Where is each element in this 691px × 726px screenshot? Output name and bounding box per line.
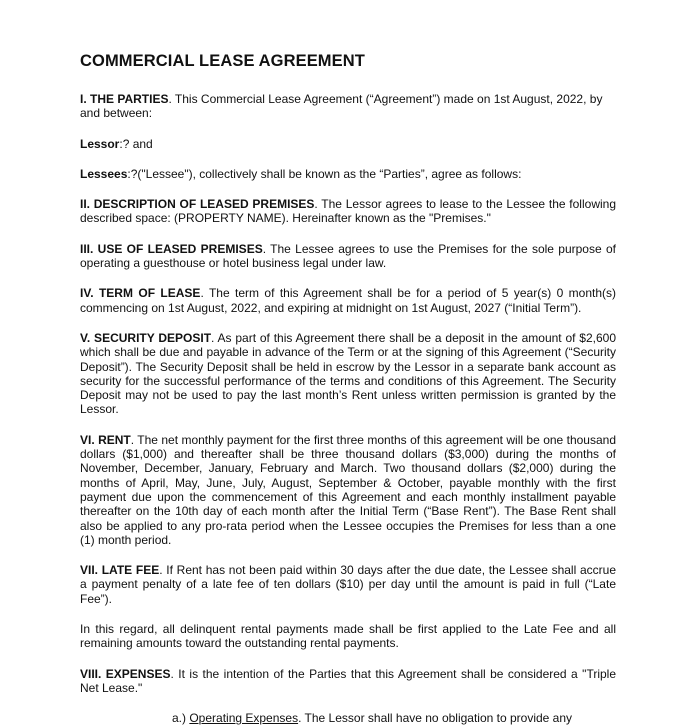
section-parties: [80, 92, 616, 121]
section-body: . The Lessee agrees to use the Premises for the sole purpose of operating a guesthouse or hotel business legal under law.: [80, 241, 616, 271]
section-body: . The term of this Agreement shall be for a period of 5 year(s) 0 month(s) commencing on 1st August, 2022, and expiring at midnight on 1st August, 2027 (“Initial Term”).: [80, 286, 616, 315]
section-late-fee: [80, 563, 616, 606]
late-fee-note: [80, 622, 616, 651]
list-marker: a.): [172, 711, 190, 726]
lessees-label: Lessees: [80, 166, 128, 181]
section-body: . As part of this Agreement there shall be a deposit in the amount of $2,600 which shall be due and payable in advance of the Term or at the signing of this Agreement (“Security Deposit”). The Security Deposit shall be held in escrow by the Lessor in a separate bank account as security for the successful performance of the terms and conditions of this Agreement. The Security Deposit may not be used to pay the last month’s Rent unless written permission is granted by the Lessor.: [80, 330, 616, 417]
section-body: . The net monthly payment for the first three months of this agreement will be one thousand dollars ($1,000) and thereafter shall be three thousand dollars ($3,000) during the months of November, December, January, February and March. Two thousand dollars ($2,000) during the months of April, May, June, July, August, September & October, payable monthly with the first payment due upon the commencement of this Agreement and each monthly installment payable thereafter on the 10th day of each month after the Initial Term (“Base Rent”). The Base Rent shall also be applied to any pro-rata period when the Lessee occupies the Premises for less than a one (1) month period.: [80, 432, 616, 547]
section-heading: I. THE PARTIES: [80, 92, 169, 106]
section-rent: [80, 433, 616, 547]
document-page: [80, 50, 616, 726]
lessor-value: :? and: [119, 136, 153, 151]
operating-expenses-clause: [172, 711, 616, 725]
section-heading: V. SECURITY DEPOSIT: [80, 330, 212, 345]
section-heading: VIII. EXPENSES: [80, 666, 171, 681]
section-heading: IV. TERM OF LEASE: [80, 286, 201, 301]
lessees-value: :?("Lessee"), collectively shall be known as the “Parties”, agree as follows:: [127, 166, 522, 181]
section-description: [80, 197, 616, 226]
clause-label: Operating Expenses: [189, 711, 299, 726]
section-body: . The Lessor agrees to lease to the Lessee the following described space: (PROPERTY NAME). Hereinafter known as the "Premises.": [80, 197, 616, 226]
section-body: . If Rent has not been paid within 30 days after the due date, the Lessee shall accrue a payment penalty of a late fee of ten dollars ($10) per day until the amount is paid in full (“Late Fee”).: [80, 563, 616, 606]
section-heading: II. DESCRIPTION OF LEASED PREMISES: [80, 197, 315, 212]
section-security-deposit: [80, 331, 616, 417]
section-heading: III. USE OF LEASED PREMISES: [80, 241, 263, 256]
section-body: . The Lessor shall have no obligation to provide any: [298, 711, 573, 726]
lessor-line: [80, 137, 616, 151]
section-term: [80, 286, 616, 315]
section-body: . This Commercial Lease Agreement (“Agreement”) made on 1st August, 2022, by and between:: [80, 92, 603, 121]
lessor-label: Lessor: [80, 136, 120, 151]
section-body: In this regard, all delinquent rental payments made shall be first applied to the Late Fee and all remaining amounts toward the outstanding rental payments.: [80, 622, 616, 651]
lessees-line: [80, 167, 616, 181]
document-title: COMMERCIAL LEASE AGREEMENT: [80, 52, 365, 70]
section-use: [80, 242, 616, 271]
section-heading: VI. RENT: [80, 432, 131, 447]
section-expenses: [80, 667, 616, 696]
section-body: . It is the intention of the Parties that this Agreement shall be considered a "Triple Net Lease.": [80, 666, 617, 695]
section-heading: VII. LATE FEE: [80, 563, 160, 578]
